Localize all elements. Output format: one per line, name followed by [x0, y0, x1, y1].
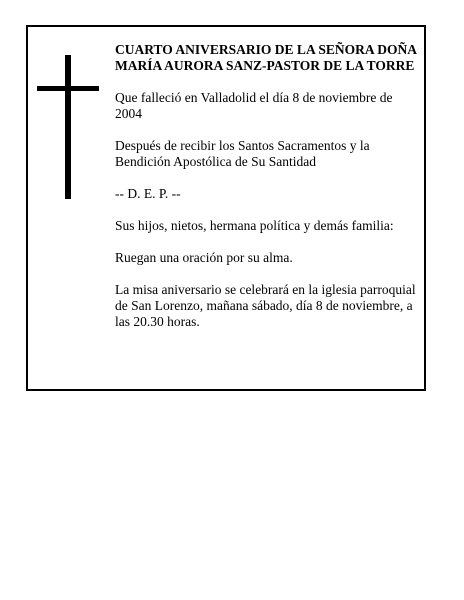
sacraments-line: Después de recibir los Santos Sacramentos y la Bendición Apostólica de Su Santidad: [115, 138, 370, 169]
prayer-request: Ruegan una oración por su alma.: [115, 250, 293, 265]
rip-line: -- D. E. P. --: [115, 186, 181, 201]
family-line: Sus hijos, nietos, hermana política y demás familia:: [115, 218, 394, 233]
cross-horizontal-bar: [37, 86, 99, 91]
cross-vertical-bar: [65, 55, 71, 199]
death-line: Que falleció en Valladolid el día 8 de noviembre de 2004: [115, 90, 393, 121]
mass-announcement: La misa aniversario se celebrará en la iglesia parroquial de San Lorenzo, mañana sábado, día 8 de noviembre, a las 20.30 horas.: [115, 282, 416, 329]
cross-icon: [37, 55, 99, 199]
notice-text: [115, 42, 420, 346]
obituary-notice: [26, 25, 426, 391]
notice-heading: CUARTO ANIVERSARIO DE LA SEÑORA DOÑA MARÍA AURORA SANZ-PASTOR DE LA TORRE: [115, 42, 417, 73]
